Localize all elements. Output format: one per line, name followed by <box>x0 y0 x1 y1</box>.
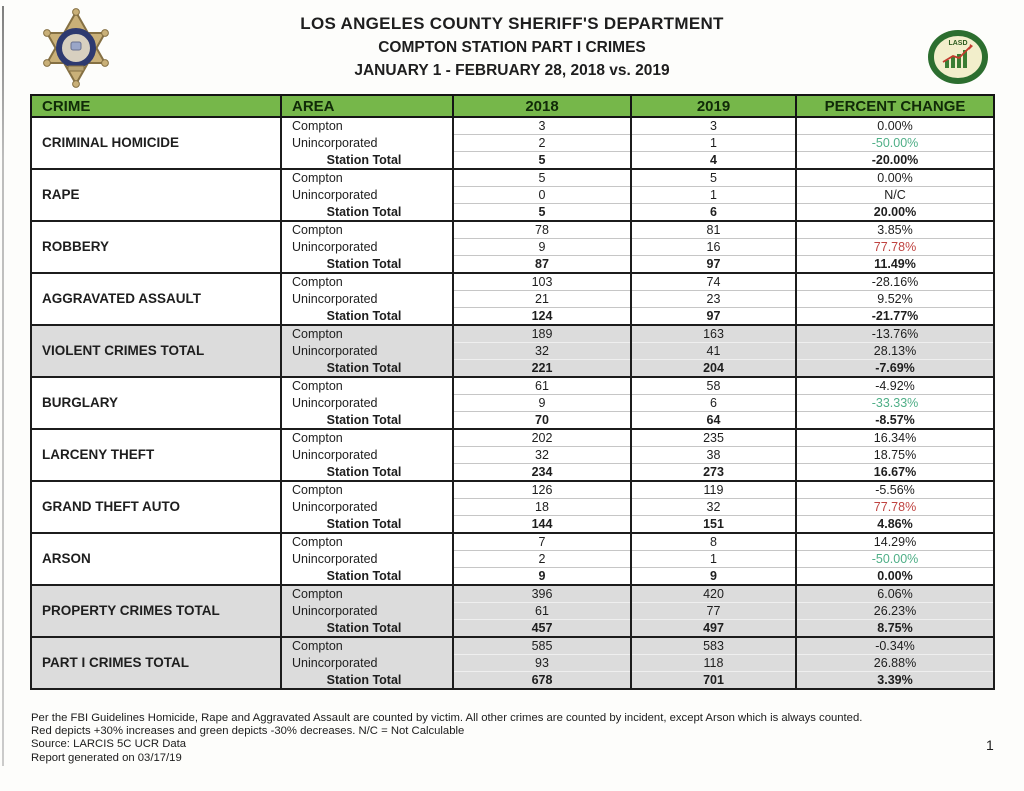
lasd-crime-analysis-seal-icon <box>926 28 990 91</box>
area-cell: Station Total <box>281 412 453 430</box>
value-2019-cell: 9 <box>631 568 796 586</box>
value-2019-cell: 1 <box>631 135 796 152</box>
value-2018-cell: 93 <box>453 655 631 672</box>
area-cell: Compton <box>281 585 453 603</box>
percent-change-cell: 26.88% <box>796 655 994 672</box>
document-header <box>0 0 1024 94</box>
column-header-percent-change: PERCENT CHANGE <box>796 95 994 117</box>
percent-change-cell: -8.57% <box>796 412 994 430</box>
value-2018-cell: 585 <box>453 637 631 655</box>
percent-change-cell: 28.13% <box>796 343 994 360</box>
crime-name: AGGRAVATED ASSAULT <box>31 273 281 325</box>
crime-group <box>31 273 994 325</box>
percent-change-cell: 11.49% <box>796 256 994 274</box>
value-2019-cell: 58 <box>631 377 796 395</box>
area-row <box>31 325 994 343</box>
percent-change-cell: -50.00% <box>796 551 994 568</box>
area-cell: Compton <box>281 273 453 291</box>
crime-group <box>31 325 994 377</box>
crime-name: ARSON <box>31 533 281 585</box>
area-row <box>31 377 994 395</box>
value-2019-cell: 1 <box>631 551 796 568</box>
area-cell: Station Total <box>281 620 453 638</box>
area-cell: Unincorporated <box>281 343 453 360</box>
footnote-color-legend: Red depicts +30% increases and green depicts -30% decreases. N/C = Not Calculable <box>31 725 465 738</box>
value-2019-cell: 204 <box>631 360 796 378</box>
area-cell: Compton <box>281 429 453 447</box>
percent-change-cell: -28.16% <box>796 273 994 291</box>
area-row <box>31 221 994 239</box>
area-cell: Compton <box>281 533 453 551</box>
area-cell: Station Total <box>281 152 453 170</box>
value-2018-cell: 5 <box>453 204 631 222</box>
value-2019-cell: 273 <box>631 464 796 482</box>
area-row <box>31 585 994 603</box>
percent-change-cell: -50.00% <box>796 135 994 152</box>
percent-change-cell: 16.67% <box>796 464 994 482</box>
crime-group <box>31 117 994 169</box>
area-cell: Unincorporated <box>281 135 453 152</box>
value-2018-cell: 70 <box>453 412 631 430</box>
area-cell: Station Total <box>281 568 453 586</box>
column-header-crime: CRIME <box>31 95 281 117</box>
crime-name: PART I CRIMES TOTAL <box>31 637 281 689</box>
percent-change-cell: 3.39% <box>796 672 994 690</box>
report-title: LOS ANGELES COUNTY SHERIFF'S DEPARTMENT <box>300 14 724 33</box>
area-cell: Station Total <box>281 204 453 222</box>
area-cell: Unincorporated <box>281 239 453 256</box>
area-cell: Unincorporated <box>281 499 453 516</box>
value-2019-cell: 38 <box>631 447 796 464</box>
area-cell: Compton <box>281 117 453 135</box>
percent-change-cell: 4.86% <box>796 516 994 534</box>
percent-change-cell: 8.75% <box>796 620 994 638</box>
crime-group <box>31 637 994 689</box>
value-2019-cell: 420 <box>631 585 796 603</box>
area-cell: Station Total <box>281 464 453 482</box>
area-cell: Compton <box>281 169 453 187</box>
value-2018-cell: 32 <box>453 343 631 360</box>
value-2019-cell: 497 <box>631 620 796 638</box>
value-2018-cell: 61 <box>453 377 631 395</box>
value-2018-cell: 3 <box>453 117 631 135</box>
value-2019-cell: 41 <box>631 343 796 360</box>
crime-group <box>31 533 994 585</box>
value-2019-cell: 6 <box>631 204 796 222</box>
value-2018-cell: 9 <box>453 395 631 412</box>
value-2019-cell: 4 <box>631 152 796 170</box>
percent-change-cell: -13.76% <box>796 325 994 343</box>
value-2018-cell: 78 <box>453 221 631 239</box>
percent-change-cell: 77.78% <box>796 239 994 256</box>
value-2019-cell: 8 <box>631 533 796 551</box>
crime-group <box>31 221 994 273</box>
column-header-area: AREA <box>281 95 453 117</box>
percent-change-cell: -33.33% <box>796 395 994 412</box>
report-subtitle: COMPTON STATION PART I CRIMES <box>378 39 646 56</box>
value-2019-cell: 77 <box>631 603 796 620</box>
value-2018-cell: 5 <box>453 152 631 170</box>
value-2019-cell: 32 <box>631 499 796 516</box>
area-cell: Unincorporated <box>281 551 453 568</box>
value-2019-cell: 23 <box>631 291 796 308</box>
value-2018-cell: 234 <box>453 464 631 482</box>
percent-change-cell: -5.56% <box>796 481 994 499</box>
value-2019-cell: 118 <box>631 655 796 672</box>
value-2018-cell: 457 <box>453 620 631 638</box>
crime-name: PROPERTY CRIMES TOTAL <box>31 585 281 637</box>
value-2019-cell: 16 <box>631 239 796 256</box>
value-2018-cell: 2 <box>453 551 631 568</box>
scan-artifact-line <box>2 6 4 766</box>
area-row <box>31 169 994 187</box>
percent-change-cell: 26.23% <box>796 603 994 620</box>
value-2019-cell: 119 <box>631 481 796 499</box>
value-2018-cell: 87 <box>453 256 631 274</box>
area-cell: Station Total <box>281 256 453 274</box>
area-cell: Unincorporated <box>281 655 453 672</box>
footnote-fbi-guidelines: Per the FBI Guidelines Homicide, Rape and Aggravated Assault are counted by victim. All other crimes are counted by incident, except Arson which is always counted. <box>31 712 863 724</box>
percent-change-cell: 6.06% <box>796 585 994 603</box>
area-cell: Compton <box>281 637 453 655</box>
percent-change-cell: -7.69% <box>796 360 994 378</box>
sheriff-star-badge-icon <box>38 8 114 95</box>
crime-group <box>31 429 994 481</box>
value-2018-cell: 124 <box>453 308 631 326</box>
percent-change-cell: 0.00% <box>796 117 994 135</box>
crime-name: CRIMINAL HOMICIDE <box>31 117 281 169</box>
value-2019-cell: 6 <box>631 395 796 412</box>
column-header-2019: 2019 <box>631 95 796 117</box>
value-2018-cell: 61 <box>453 603 631 620</box>
crime-name: LARCENY THEFT <box>31 429 281 481</box>
area-cell: Compton <box>281 325 453 343</box>
percent-change-cell: 3.85% <box>796 221 994 239</box>
area-cell: Compton <box>281 481 453 499</box>
value-2019-cell: 81 <box>631 221 796 239</box>
percent-change-cell: 0.00% <box>796 568 994 586</box>
percent-change-cell: 16.34% <box>796 429 994 447</box>
area-cell: Station Total <box>281 516 453 534</box>
crime-table <box>30 94 995 690</box>
value-2018-cell: 189 <box>453 325 631 343</box>
value-2019-cell: 1 <box>631 187 796 204</box>
area-cell: Unincorporated <box>281 187 453 204</box>
percent-change-cell: -20.00% <box>796 152 994 170</box>
crime-name: BURGLARY <box>31 377 281 429</box>
footnotes <box>31 712 862 765</box>
value-2018-cell: 144 <box>453 516 631 534</box>
value-2019-cell: 3 <box>631 117 796 135</box>
crime-group <box>31 377 994 429</box>
value-2018-cell: 2 <box>453 135 631 152</box>
percent-change-cell: 20.00% <box>796 204 994 222</box>
area-row <box>31 481 994 499</box>
page-number: 1 <box>986 737 994 753</box>
value-2018-cell: 678 <box>453 672 631 690</box>
value-2019-cell: 151 <box>631 516 796 534</box>
value-2019-cell: 5 <box>631 169 796 187</box>
value-2019-cell: 64 <box>631 412 796 430</box>
crime-group <box>31 585 994 637</box>
area-row <box>31 429 994 447</box>
percent-change-cell: -0.34% <box>796 637 994 655</box>
value-2018-cell: 32 <box>453 447 631 464</box>
area-cell: Station Total <box>281 308 453 326</box>
area-cell: Unincorporated <box>281 447 453 464</box>
seal-text: LASD <box>948 40 968 47</box>
area-cell: Compton <box>281 221 453 239</box>
crime-group <box>31 169 994 221</box>
area-cell: Station Total <box>281 360 453 378</box>
footnote-source: Source: LARCIS 5C UCR Data <box>31 738 187 751</box>
value-2018-cell: 202 <box>453 429 631 447</box>
value-2019-cell: 163 <box>631 325 796 343</box>
value-2019-cell: 97 <box>631 308 796 326</box>
area-cell: Station Total <box>281 672 453 690</box>
area-cell: Unincorporated <box>281 395 453 412</box>
percent-change-cell: 14.29% <box>796 533 994 551</box>
value-2019-cell: 583 <box>631 637 796 655</box>
report-titles <box>0 0 1024 80</box>
value-2018-cell: 126 <box>453 481 631 499</box>
crime-name: RAPE <box>31 169 281 221</box>
value-2018-cell: 221 <box>453 360 631 378</box>
value-2018-cell: 9 <box>453 568 631 586</box>
value-2018-cell: 0 <box>453 187 631 204</box>
area-cell: Compton <box>281 377 453 395</box>
crime-table-header <box>31 95 994 117</box>
percent-change-cell: -21.77% <box>796 308 994 326</box>
value-2019-cell: 235 <box>631 429 796 447</box>
footnote-generated-date: Report generated on 03/17/19 <box>31 751 182 764</box>
value-2018-cell: 21 <box>453 291 631 308</box>
area-row <box>31 637 994 655</box>
value-2018-cell: 396 <box>453 585 631 603</box>
area-cell: Unincorporated <box>281 291 453 308</box>
column-header-2018: 2018 <box>453 95 631 117</box>
area-row <box>31 533 994 551</box>
area-row <box>31 273 994 291</box>
value-2018-cell: 7 <box>453 533 631 551</box>
value-2018-cell: 5 <box>453 169 631 187</box>
area-row <box>31 117 994 135</box>
value-2018-cell: 18 <box>453 499 631 516</box>
crime-name: ROBBERY <box>31 221 281 273</box>
area-cell: Unincorporated <box>281 603 453 620</box>
crime-name: GRAND THEFT AUTO <box>31 481 281 533</box>
value-2019-cell: 97 <box>631 256 796 274</box>
value-2018-cell: 9 <box>453 239 631 256</box>
percent-change-cell: 77.78% <box>796 499 994 516</box>
percent-change-cell: -4.92% <box>796 377 994 395</box>
value-2019-cell: 701 <box>631 672 796 690</box>
percent-change-cell: N/C <box>796 187 994 204</box>
crime-name: VIOLENT CRIMES TOTAL <box>31 325 281 377</box>
crime-group <box>31 481 994 533</box>
percent-change-cell: 9.52% <box>796 291 994 308</box>
percent-change-cell: 18.75% <box>796 447 994 464</box>
percent-change-cell: 0.00% <box>796 169 994 187</box>
value-2018-cell: 103 <box>453 273 631 291</box>
value-2019-cell: 74 <box>631 273 796 291</box>
report-date-range: JANUARY 1 - FEBRUARY 28, 2018 vs. 2019 <box>354 62 670 79</box>
